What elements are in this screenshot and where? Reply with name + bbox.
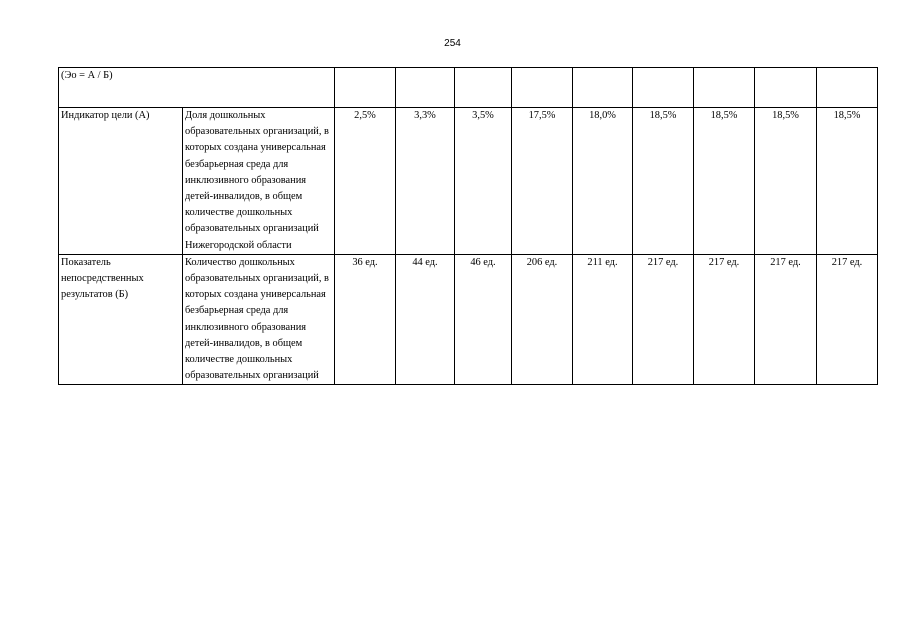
indicator-table [58, 67, 878, 385]
value-cell: 3,5% [455, 108, 512, 255]
value-cell: 44 ед. [396, 254, 455, 385]
value-cell: 3,3% [396, 108, 455, 255]
value-cell: 36 ед. [335, 254, 396, 385]
value-cell: 18,0% [573, 108, 633, 255]
formula-row [59, 68, 878, 108]
row-description: Доля дошкольных образовательных организаций, в которых создана универсальная безбарьерная среда для инклюзивного образования детей-инвалидов, в общем количестве дошкольных образовательных организаций Нижегородской области [183, 108, 335, 255]
table-row-direct-results [59, 254, 878, 385]
value-cell: 211 ед. [573, 254, 633, 385]
value-cell: 18,5% [694, 108, 755, 255]
value-cell: 217 ед. [817, 254, 878, 385]
row-label: Показатель непосредственных результатов (Б) [59, 254, 183, 385]
empty-cell [573, 68, 633, 108]
empty-cell [512, 68, 573, 108]
row-label: Индикатор цели (А) [59, 108, 183, 255]
table-row-goal-indicator [59, 108, 878, 255]
value-cell: 17,5% [512, 108, 573, 255]
value-cell: 206 ед. [512, 254, 573, 385]
value-cell: 217 ед. [694, 254, 755, 385]
empty-cell [817, 68, 878, 108]
empty-cell [396, 68, 455, 108]
formula-cell: (Эо = А / Б) [59, 68, 335, 108]
empty-cell [633, 68, 694, 108]
value-cell: 217 ед. [633, 254, 694, 385]
empty-cell [455, 68, 512, 108]
value-cell: 217 ед. [755, 254, 817, 385]
value-cell: 18,5% [817, 108, 878, 255]
value-cell: 18,5% [755, 108, 817, 255]
empty-cell [335, 68, 396, 108]
value-cell: 2,5% [335, 108, 396, 255]
page-number: 254 [444, 38, 461, 49]
value-cell: 18,5% [633, 108, 694, 255]
row-description: Количество дошкольных образовательных организаций, в которых создана универсальная безбарьерная среда для инклюзивного образования детей-инвалидов, в общем количестве дошкольных образовательных организаций [183, 254, 335, 385]
value-cell: 46 ед. [455, 254, 512, 385]
empty-cell [694, 68, 755, 108]
empty-cell [755, 68, 817, 108]
